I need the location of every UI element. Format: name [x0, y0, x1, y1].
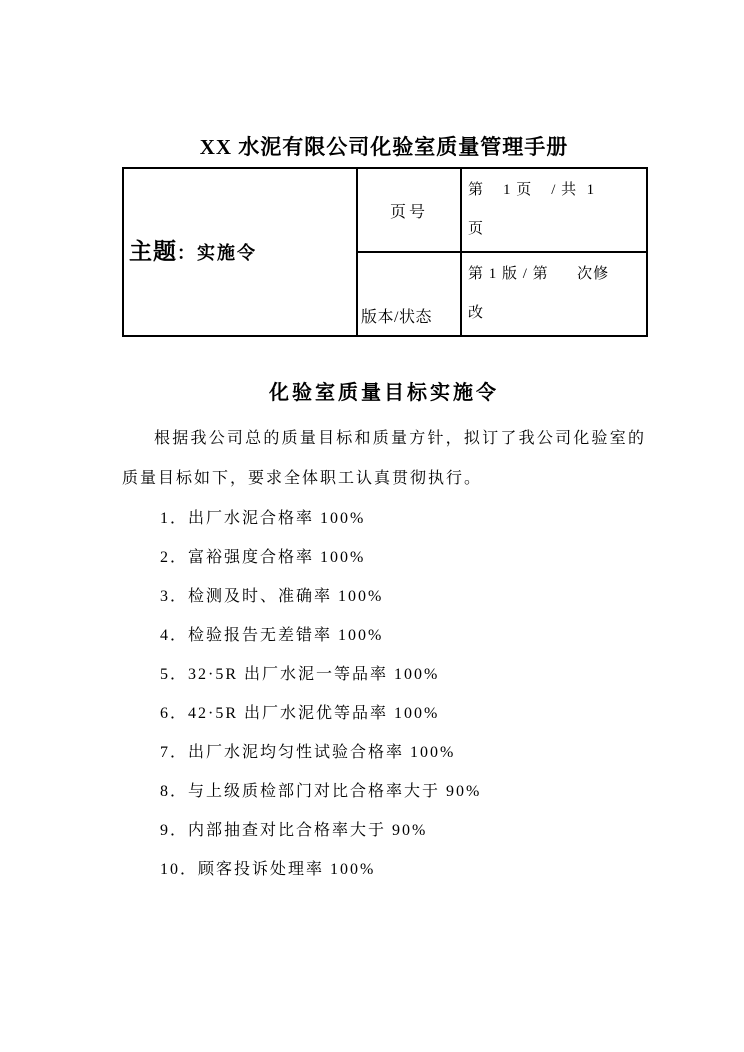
goal-item-10: 10．顾客投诉处理率 100% — [160, 861, 376, 878]
page-number-value-line2: 页 — [468, 221, 485, 237]
page-number-label: 页号 — [357, 168, 461, 252]
version-status-value-line1: 第 1 版 / 第 次修 — [468, 266, 610, 282]
goal-item-5: 5．32·5R 出厂水泥一等品率 100% — [160, 666, 440, 683]
quality-goals-list — [122, 499, 646, 889]
goal-item-3: 3．检测及时、准确率 100% — [160, 588, 384, 605]
page-number-value-cell — [461, 168, 647, 252]
goal-item-6: 6．42·5R 出厂水泥优等品率 100% — [160, 705, 440, 722]
header-table — [122, 167, 648, 337]
intro-paragraph: 根据我公司总的质量目标和质量方针，拟订了我公司化验室的质量目标如下，要求全体职工认真贯彻执行。 — [122, 430, 646, 487]
page-number-value-line1: 第 1 页 / 共 1 — [468, 182, 596, 198]
goal-item-2: 2．富裕强度合格率 100% — [160, 549, 366, 566]
subject-cell — [123, 168, 357, 336]
document-title: XX 水泥有限公司化验室质量管理手册 — [199, 135, 569, 159]
goal-item-4: 4．检验报告无差错率 100% — [160, 627, 384, 644]
header-table-row-page — [123, 168, 647, 252]
subject-label: 主题 — [129, 238, 177, 264]
goal-item-1: 1．出厂水泥合格率 100% — [160, 510, 366, 527]
version-status-value-cell — [461, 252, 647, 336]
goal-item-8: 8．与上级质检部门对比合格率大于 90% — [160, 783, 482, 800]
goal-item-9: 9．内部抽查对比合格率大于 90% — [160, 822, 428, 839]
goal-item-7: 7．出厂水泥均匀性试验合格率 100% — [160, 744, 456, 761]
page-content — [122, 135, 646, 889]
version-status-label: 版本/状态 — [357, 252, 461, 336]
section-title: 化验室质量目标实施令 — [269, 382, 499, 404]
subject-value: ：实施令 — [177, 242, 257, 263]
version-status-value-line2: 改 — [468, 305, 485, 321]
